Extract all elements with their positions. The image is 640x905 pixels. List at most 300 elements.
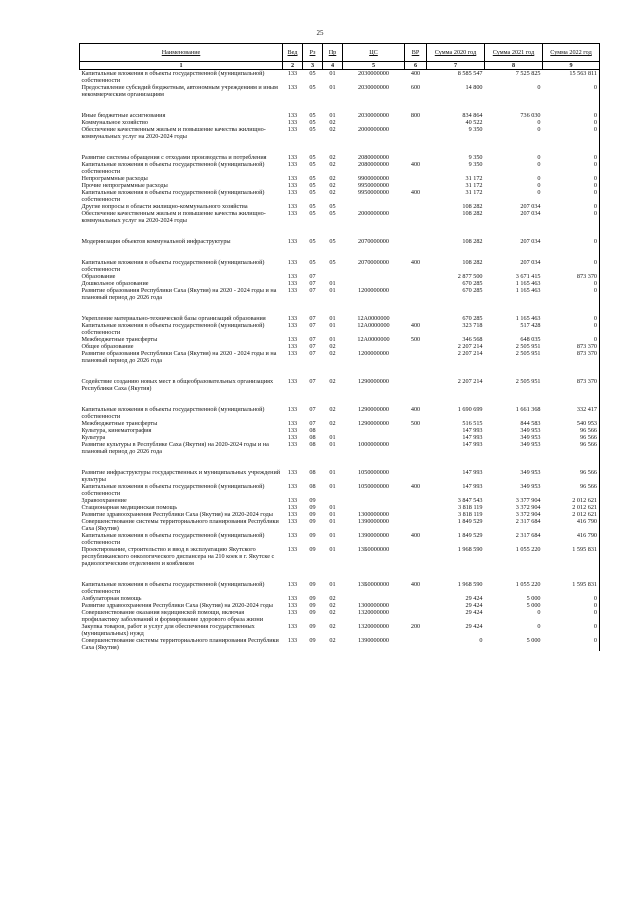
cell-ved: 133 <box>287 238 298 245</box>
cell-s2022: 0 <box>543 203 600 210</box>
cell-s2020: 147 993 <box>462 469 483 476</box>
cell-pr: 02 <box>329 161 336 168</box>
row-spacer <box>80 392 600 406</box>
cell-vr <box>405 126 427 140</box>
cell-s2021: 0 <box>537 161 541 168</box>
cell-vr <box>405 518 427 532</box>
cell-pr: 01 <box>329 287 336 294</box>
cell-pr: 02 <box>329 350 336 357</box>
cell-pr: 01 <box>329 532 336 539</box>
cell-s2021: 5 000 <box>526 595 541 602</box>
cell-cs: 2070000000 <box>358 259 389 266</box>
column-number: 2 <box>283 62 303 70</box>
cell-name: Межбюджетные трансферты <box>81 420 158 427</box>
cell-pr: 02 <box>329 595 336 602</box>
cell-vr <box>405 315 427 322</box>
cell-rz: 05 <box>309 182 316 189</box>
column-number: 7 <box>427 62 485 70</box>
table-row <box>80 504 600 511</box>
cell-ved: 133 <box>287 427 298 434</box>
cell-cs: 13Б0000000 <box>357 581 390 588</box>
cell-pr: 02 <box>329 182 336 189</box>
cell-vr <box>405 504 427 511</box>
row-spacer <box>80 567 600 581</box>
cell-s2021: 207 034 <box>520 238 541 245</box>
cell-s2020: 108 282 <box>462 210 483 217</box>
cell-rz: 05 <box>309 112 316 119</box>
cell-cs <box>343 119 405 126</box>
cell-vr <box>405 182 427 189</box>
cell-s2021: 2 317 684 <box>515 518 541 525</box>
cell-vr: 400 <box>410 161 421 168</box>
cell-rz: 08 <box>309 427 316 434</box>
table-row <box>80 203 600 210</box>
cell-rz: 07 <box>309 406 316 413</box>
cell-vr: 400 <box>410 483 421 490</box>
cell-s2020: 29 424 <box>465 595 483 602</box>
cell-s2021: 0 <box>537 84 541 91</box>
table-row <box>80 343 600 350</box>
cell-ved: 133 <box>287 336 298 343</box>
cell-s2020: 9 350 <box>468 126 483 133</box>
cell-ved: 133 <box>287 637 298 644</box>
cell-s2020: 29 424 <box>465 602 483 609</box>
cell-s2021: 349 953 <box>520 469 541 476</box>
cell-s2022: 2 012 621 <box>543 504 600 511</box>
cell-ved: 133 <box>287 483 298 490</box>
row-spacer <box>80 455 600 469</box>
cell-cs: 1300000000 <box>358 511 389 518</box>
cell-s2021: 1 165 463 <box>515 280 541 287</box>
cell-s2022: 0 <box>543 280 600 287</box>
cell-ved: 133 <box>287 623 298 630</box>
column-header: Пр <box>323 44 343 62</box>
cell-s2022: 540 953 <box>543 420 600 427</box>
cell-s2021: 349 953 <box>520 483 541 490</box>
cell-s2021: 0 <box>537 119 541 126</box>
column-header: Сумма 2021 год <box>485 44 543 62</box>
cell-s2022: 15 563 811 <box>543 70 600 85</box>
cell-name: Коммунальное хозяйство <box>81 119 148 126</box>
cell-cs: 2070000000 <box>358 238 389 245</box>
table-row <box>80 406 600 420</box>
cell-name: Иные бюджетные ассигнования <box>81 112 166 119</box>
table-row <box>80 238 600 245</box>
cell-ved: 133 <box>287 210 298 217</box>
cell-s2020: 31 172 <box>465 175 483 182</box>
cell-rz: 05 <box>309 189 316 196</box>
cell-ved: 133 <box>287 518 298 525</box>
cell-name: Развитие образования Республики Саха (Якутия) на 2020 - 2024 годы и на плановый период до 2026 года <box>81 350 277 364</box>
column-number: 1 <box>80 62 283 70</box>
cell-s2021: 2 317 684 <box>515 532 541 539</box>
cell-s2020: 834 864 <box>462 112 483 119</box>
table-row <box>80 420 600 427</box>
table-row <box>80 119 600 126</box>
cell-rz: 07 <box>309 287 316 294</box>
cell-name: Дошкольное образование <box>81 280 149 287</box>
cell-s2021: 207 034 <box>520 203 541 210</box>
table-row <box>80 287 600 301</box>
cell-pr: 01 <box>329 336 336 343</box>
table-row <box>80 602 600 609</box>
column-number: 3 <box>303 62 323 70</box>
cell-vr <box>405 238 427 245</box>
cell-rz: 05 <box>309 154 316 161</box>
cell-s2020: 108 282 <box>462 238 483 245</box>
cell-pr: 02 <box>329 126 336 133</box>
cell-s2022: 2 012 621 <box>543 511 600 518</box>
cell-s2022: 0 <box>543 259 600 273</box>
cell-vr <box>405 210 427 224</box>
cell-s2020: 29 424 <box>465 623 483 630</box>
cell-pr: 01 <box>329 70 336 77</box>
cell-cs <box>343 273 405 280</box>
cell-name: Обеспечение качественным жильем и повышение качества жилищно-коммунальных услуг на 2020-2024 годы <box>81 126 266 140</box>
cell-pr: 02 <box>329 343 336 350</box>
cell-ved: 133 <box>287 287 298 294</box>
cell-ved: 133 <box>287 420 298 427</box>
cell-vr: 400 <box>410 259 421 266</box>
column-header: ВР <box>405 44 427 62</box>
cell-vr: 400 <box>410 532 421 539</box>
cell-ved: 133 <box>287 175 298 182</box>
cell-rz: 05 <box>309 175 316 182</box>
cell-name: Капитальные вложения в объекты государственной (муниципальной) собственности <box>81 70 265 84</box>
cell-s2021: 0 <box>537 175 541 182</box>
column-number: 5 <box>343 62 405 70</box>
cell-ved: 133 <box>287 602 298 609</box>
cell-s2022: 96 566 <box>543 427 600 434</box>
cell-s2022: 96 566 <box>543 441 600 455</box>
cell-s2021: 349 953 <box>520 434 541 441</box>
cell-rz: 09 <box>309 637 316 644</box>
cell-s2020: 14 800 <box>465 84 483 91</box>
column-header: Сумма 2022 год <box>543 44 600 62</box>
cell-ved: 133 <box>287 595 298 602</box>
cell-name: Капитальные вложения в объекты государственной (муниципальной) собственности <box>81 161 265 175</box>
cell-ved: 133 <box>287 581 298 588</box>
cell-pr: 01 <box>329 112 336 119</box>
cell-ved: 133 <box>287 546 298 553</box>
cell-name: Модернизация объектов коммунальной инфраструктуры <box>81 238 231 245</box>
cell-rz: 05 <box>309 161 316 168</box>
cell-name: Капитальные вложения в объекты государственной (муниципальной) собственности <box>81 322 265 336</box>
table-row <box>80 434 600 441</box>
cell-pr: 02 <box>329 154 336 161</box>
table-row <box>80 126 600 140</box>
cell-s2021: 0 <box>537 182 541 189</box>
cell-name: Общее образование <box>81 343 134 350</box>
cell-s2021: 648 035 <box>520 336 541 343</box>
cell-cs: 1390000000 <box>358 532 389 539</box>
cell-cs: 2030000000 <box>358 84 389 91</box>
cell-name: Закупка товаров, работ и услуг для обеспечения государственных (муниципальных) нужд <box>81 623 255 637</box>
cell-rz: 09 <box>309 623 316 630</box>
cell-vr <box>405 609 427 623</box>
cell-pr: 01 <box>329 322 336 329</box>
cell-ved: 133 <box>287 343 298 350</box>
cell-s2021: 7 525 825 <box>515 70 541 77</box>
cell-ved: 133 <box>287 182 298 189</box>
cell-s2021: 1 661 368 <box>515 406 541 413</box>
table-row <box>80 546 600 567</box>
column-number: 4 <box>323 62 343 70</box>
cell-s2021: 349 953 <box>520 441 541 448</box>
table-row <box>80 84 600 98</box>
cell-name: Межбюджетные трансферты <box>81 336 158 343</box>
cell-s2020: 1 968 590 <box>457 581 483 588</box>
table-row <box>80 595 600 602</box>
cell-s2022: 0 <box>543 322 600 336</box>
cell-s2021: 207 034 <box>520 259 541 266</box>
cell-s2022: 0 <box>543 210 600 224</box>
cell-ved: 133 <box>287 511 298 518</box>
cell-cs: 1390000000 <box>358 518 389 525</box>
cell-pr: 01 <box>329 434 336 441</box>
cell-rz: 09 <box>309 581 316 588</box>
cell-s2022: 0 <box>543 623 600 637</box>
row-spacer <box>80 140 600 154</box>
cell-pr: 01 <box>329 315 336 322</box>
cell-cs <box>343 595 405 602</box>
cell-pr: 01 <box>329 483 336 490</box>
table-row <box>80 210 600 224</box>
cell-name: Обеспечение качественным жильем и повышение качества жилищно-коммунальных услуг на 2020-2024 годы <box>81 210 266 224</box>
cell-s2021: 736 030 <box>520 112 541 119</box>
cell-vr <box>405 441 427 455</box>
cell-s2021: 1 055 220 <box>515 581 541 588</box>
cell-name: Проектирование, строительство и ввод в эксплуатацию Якутского республиканского онкологического диспансера на 210 коек в г. Якутске с радиологическим отделением и коябликом <box>81 546 275 567</box>
cell-rz: 09 <box>309 595 316 602</box>
cell-cs: 12А0000000 <box>357 315 390 322</box>
cell-s2020: 3 847 543 <box>457 497 483 504</box>
table-row <box>80 154 600 161</box>
cell-pr: 02 <box>329 175 336 182</box>
cell-s2022: 332 417 <box>543 406 600 420</box>
cell-rz: 07 <box>309 280 316 287</box>
cell-name: Культура <box>81 434 106 441</box>
cell-s2022: 0 <box>543 175 600 182</box>
cell-vr <box>405 595 427 602</box>
cell-pr: 01 <box>329 441 336 448</box>
cell-s2020: 346 568 <box>462 336 483 343</box>
cell-cs <box>343 427 405 434</box>
cell-vr: 600 <box>410 84 421 91</box>
cell-s2020: 1 849 529 <box>457 532 483 539</box>
table-row <box>80 518 600 532</box>
cell-name: Предоставление субсидий бюджетным, автономным учреждениям и иным некоммерческим организациям <box>81 84 278 98</box>
cell-s2020: 1 968 590 <box>457 546 483 553</box>
cell-name: Другие вопросы в области жилищно-коммунального хозяйства <box>81 203 248 210</box>
cell-s2022: 0 <box>543 112 600 119</box>
cell-cs: 12А0000000 <box>357 336 390 343</box>
cell-cs: 1290000000 <box>358 406 389 413</box>
cell-vr <box>405 511 427 518</box>
table-row <box>80 322 600 336</box>
cell-cs: 13Б0000000 <box>357 546 390 553</box>
cell-ved: 133 <box>287 273 298 280</box>
cell-pr: 02 <box>329 637 336 644</box>
cell-ved: 133 <box>287 350 298 357</box>
cell-pr: 02 <box>329 189 336 196</box>
column-number: 8 <box>485 62 543 70</box>
cell-rz: 09 <box>309 504 316 511</box>
cell-s2022: 873 370 <box>543 350 600 364</box>
cell-s2021: 844 583 <box>520 420 541 427</box>
cell-s2021: 517 428 <box>520 322 541 329</box>
cell-vr <box>405 154 427 161</box>
cell-rz: 05 <box>309 203 316 210</box>
cell-s2021: 349 953 <box>520 427 541 434</box>
cell-pr: 02 <box>329 406 336 413</box>
cell-cs <box>343 280 405 287</box>
cell-name: Капитальные вложения в объекты государственной (муниципальной) собственности <box>81 532 265 546</box>
cell-name: Образование <box>81 273 116 280</box>
cell-rz: 09 <box>309 609 316 616</box>
cell-rz: 07 <box>309 350 316 357</box>
cell-s2021: 5 000 <box>526 602 541 609</box>
cell-name: Совершенствование системы территориального планирования Республики Саха (Якутия) <box>81 518 279 532</box>
cell-cs: 1200000000 <box>358 287 389 294</box>
cell-vr <box>405 546 427 567</box>
cell-s2020: 0 <box>479 637 483 644</box>
cell-s2021: 1 165 463 <box>515 287 541 294</box>
cell-s2020: 2 207 214 <box>457 378 483 385</box>
cell-s2021: 0 <box>537 126 541 133</box>
table-row <box>80 441 600 455</box>
cell-vr <box>405 273 427 280</box>
cell-s2020: 2 207 214 <box>457 350 483 357</box>
cell-pr: 02 <box>329 609 336 616</box>
table-row <box>80 469 600 483</box>
cell-name: Здравоохранение <box>81 497 127 504</box>
cell-s2022: 0 <box>543 637 600 651</box>
cell-pr: 01 <box>329 84 336 91</box>
cell-cs: 9950000000 <box>358 182 389 189</box>
table-row <box>80 273 600 280</box>
table-row <box>80 350 600 364</box>
cell-s2022: 873 370 <box>543 343 600 350</box>
cell-ved: 133 <box>287 203 298 210</box>
cell-cs: 1300000000 <box>358 602 389 609</box>
cell-s2022: 96 566 <box>543 469 600 483</box>
cell-rz: 09 <box>309 497 316 504</box>
cell-ved: 133 <box>287 161 298 168</box>
cell-ved: 133 <box>287 112 298 119</box>
table-row <box>80 609 600 623</box>
cell-s2021: 2 505 951 <box>515 350 541 357</box>
cell-s2020: 29 424 <box>465 609 483 616</box>
cell-cs: 1320000000 <box>358 623 389 630</box>
cell-cs <box>343 497 405 504</box>
cell-rz: 07 <box>309 343 316 350</box>
cell-rz: 08 <box>309 434 316 441</box>
cell-s2020: 1 690 699 <box>457 406 483 413</box>
table-body <box>80 70 600 652</box>
cell-pr: 01 <box>329 469 336 476</box>
cell-rz: 07 <box>309 315 316 322</box>
cell-rz: 09 <box>309 546 316 553</box>
cell-cs: 2030000000 <box>358 112 389 119</box>
cell-ved: 133 <box>287 322 298 329</box>
table-row <box>80 161 600 175</box>
cell-s2021: 2 505 951 <box>515 378 541 385</box>
cell-ved: 133 <box>287 532 298 539</box>
cell-pr: 01 <box>329 511 336 518</box>
cell-rz: 05 <box>309 238 316 245</box>
cell-name: Развитие системы обращения с отходами производства и потребления <box>81 154 267 161</box>
cell-ved: 133 <box>287 280 298 287</box>
table-row <box>80 511 600 518</box>
cell-s2020: 31 172 <box>465 189 483 196</box>
cell-vr <box>405 602 427 609</box>
cell-name: Стационарная медицинская помощь <box>81 504 178 511</box>
cell-cs: 1050000000 <box>358 483 389 490</box>
cell-s2022: 0 <box>543 602 600 609</box>
cell-s2022: 873 370 <box>543 378 600 392</box>
table-row <box>80 581 600 595</box>
column-header: Рз <box>303 44 323 62</box>
cell-vr <box>405 280 427 287</box>
cell-s2022: 0 <box>543 84 600 98</box>
cell-rz: 08 <box>309 441 316 448</box>
cell-cs <box>343 434 405 441</box>
cell-s2020: 2 207 214 <box>457 343 483 350</box>
cell-ved: 133 <box>287 504 298 511</box>
cell-ved: 133 <box>287 126 298 133</box>
column-header: Наименование <box>80 44 283 62</box>
cell-ved: 133 <box>287 259 298 266</box>
table-row <box>80 378 600 392</box>
cell-name: Развитие культуры в Республике Саха (Якутия) на 2020-2024 годы и на плановый период до 2026 года <box>81 441 269 455</box>
cell-s2021: 0 <box>537 154 541 161</box>
table-row <box>80 182 600 189</box>
cell-s2020: 147 993 <box>462 441 483 448</box>
cell-s2022: 0 <box>543 119 600 126</box>
cell-name: Капитальные вложения в объекты государственной (муниципальной) собственности <box>81 406 265 420</box>
cell-cs: 9950000000 <box>358 189 389 196</box>
cell-s2020: 670 285 <box>462 315 483 322</box>
cell-cs <box>343 504 405 511</box>
table-row <box>80 637 600 651</box>
cell-s2021: 2 505 951 <box>515 343 541 350</box>
cell-rz: 09 <box>309 602 316 609</box>
cell-vr <box>405 434 427 441</box>
cell-s2022: 0 <box>543 336 600 343</box>
cell-vr <box>405 497 427 504</box>
cell-vr: 200 <box>410 623 421 630</box>
cell-name: Капитальные вложения в объекты государственной (муниципальной) собственности <box>81 483 265 497</box>
cell-s2022: 0 <box>543 609 600 623</box>
table-row <box>80 175 600 182</box>
cell-s2021: 207 034 <box>520 210 541 217</box>
cell-name: Культура, кинематография <box>81 427 152 434</box>
cell-name: Амбулаторная помощь <box>81 595 142 602</box>
cell-vr <box>405 469 427 483</box>
cell-name: Непрограммные расходы <box>81 175 148 182</box>
cell-s2022: 0 <box>543 595 600 602</box>
table-row <box>80 280 600 287</box>
cell-name: Прочие непрограммные расходы <box>81 182 168 189</box>
cell-vr: 400 <box>410 70 421 77</box>
cell-cs: 2080000000 <box>358 154 389 161</box>
cell-s2021: 0 <box>537 623 541 630</box>
cell-name: Капитальные вложения в объекты государственной (муниципальной) собственности <box>81 581 265 595</box>
cell-name: Развитие образования Республики Саха (Якутия) на 2020 - 2024 годы и на плановый период до 2026 года <box>81 287 277 301</box>
cell-rz: 05 <box>309 70 316 77</box>
cell-ved: 133 <box>287 441 298 448</box>
